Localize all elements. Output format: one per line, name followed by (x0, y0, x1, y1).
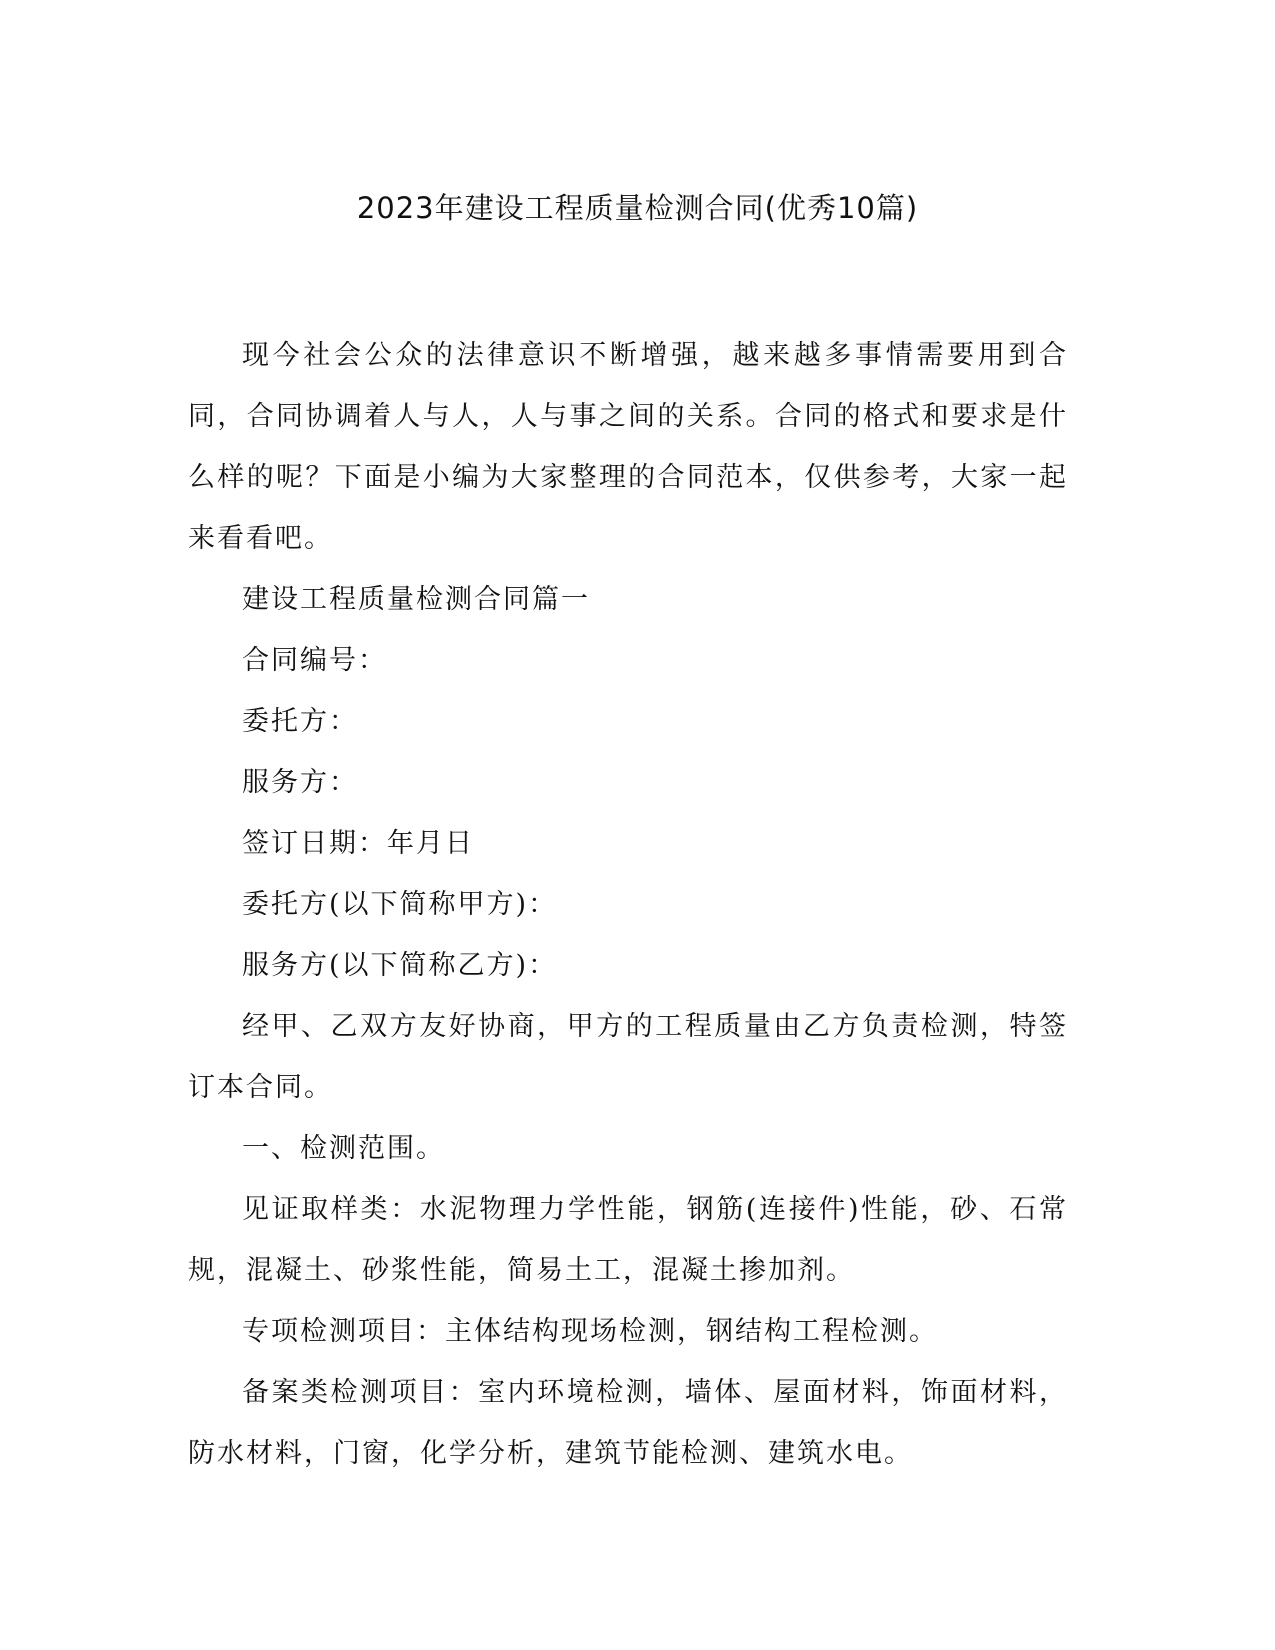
party-a-line: 委托方(以下简称甲方)： (242, 889, 558, 920)
signing-date-line: 签订日期：年月日 (242, 828, 474, 859)
scope-heading: 一、检测范围。 (242, 1133, 445, 1164)
filing-testing-paragraph: 备案类检测项目：室内环境检测，墙体、屋面材料，饰面材料，防水材料，门窗，化学分析，建筑节能检测、建筑水电。 (188, 1377, 1068, 1469)
intro-paragraph: 现今社会公众的法律意识不断增强，越来越多事情需要用到合同，合同协调着人与人，人与事之间的关系。合同的格式和要求是什么样的呢？下面是小编为大家整理的合同范本，仅供参考，大家一起来看看吧。 (188, 340, 1068, 554)
special-testing-paragraph: 专项检测项目：主体结构现场检测，钢结构工程检测。 (242, 1316, 938, 1347)
witness-sampling-paragraph: 见证取样类：水泥物理力学性能，钢筋(连接件)性能，砂、石常规，混凝土、砂浆性能，简易土工，混凝土掺加剂。 (188, 1194, 1068, 1286)
agreement-paragraph: 经甲、乙双方友好协商，甲方的工程质量由乙方负责检测，特签订本合同。 (188, 1011, 1068, 1103)
document-title: 2023年建设工程质量检测合同(优秀10篇) (356, 191, 919, 225)
section-heading: 建设工程质量检测合同篇一 (242, 584, 590, 615)
contract-number-line: 合同编号： (242, 645, 387, 676)
service-provider-line: 服务方： (242, 767, 358, 798)
party-b-line: 服务方(以下简称乙方)： (242, 950, 558, 981)
client-line: 委托方： (242, 706, 358, 737)
document-body (188, 325, 1068, 1484)
